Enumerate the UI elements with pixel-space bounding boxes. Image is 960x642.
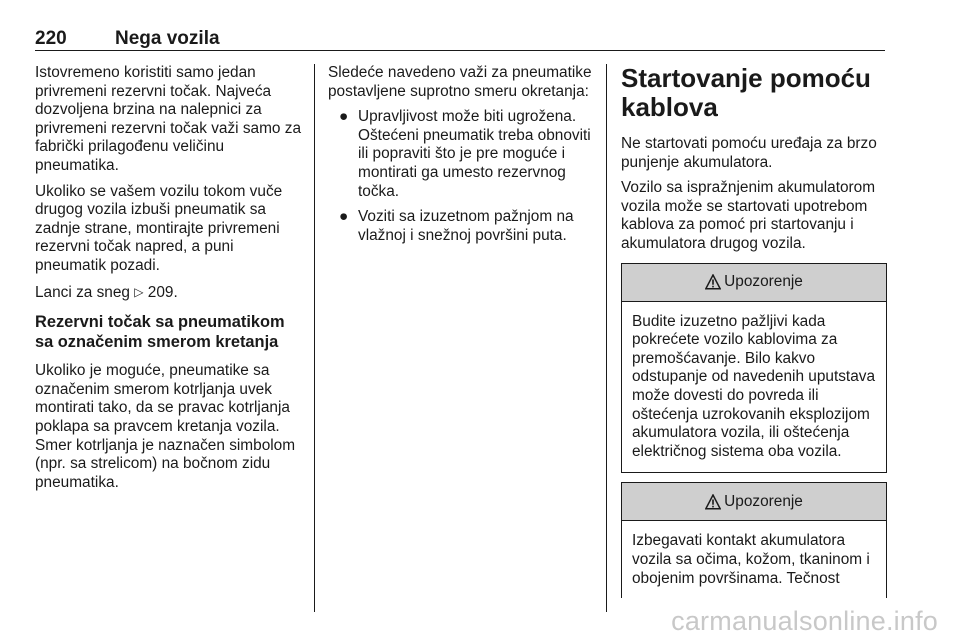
bullet-dot-icon: ● (339, 108, 349, 126)
warning-label: Upozorenje (724, 272, 803, 290)
snow-chains-page: 209. (147, 283, 178, 301)
paragraph-opposite-direction: Sledeće navedeno važi za pneumatike postavljene suprotno smeru okretanja: (328, 64, 592, 100)
snow-chains-label: Lanci za sneg (35, 283, 130, 301)
list-item (328, 208, 592, 245)
snow-chains-reference[interactable] (35, 283, 303, 303)
paragraph-directional-tyre: Ukoliko je moguće, pneumatike sa označenim smerom kotrljanja uvek montirati tako, da se pravac kotrljanja poklapa sa pravcem kretanja vozila. Smer kotrljanja je naznačen simbolom (npr. sa strelicom) na bočnom zidu pneumatika. (35, 362, 296, 491)
page-number: 220 (35, 28, 67, 49)
arrow-reference-icon: ▷ (134, 284, 144, 299)
jump-start-title: Startovanje pomoću kablova (621, 63, 871, 122)
warning-text: Izbegavati kontakt akumulatora vozila sa očima, kožom, tkaninom i obojenim površinama. Tečnost (632, 532, 870, 587)
warning-label: Upozorenje (724, 492, 803, 510)
warning-text: Budite izuzetno pažljivi kada pokrećete vozilo kablovima za premošćavanje. Bilo kakvo odstupanje od navedenih uputstava može dovesti do povreda ili oštećenja uzrokovanih eksplozijom akumulatora vozila, ili oštećenja električnog sistema oba vozila. (632, 312, 876, 460)
paragraph-jump-start-info: Vozilo sa ispražnjenim akumulatorom vozila može se startovati upotrebom kablova za pomoć pri startovanju i akumulatora drugog vozila. (621, 179, 876, 252)
bullet-list (328, 108, 592, 245)
column-left (35, 64, 303, 499)
warning-header (622, 264, 886, 302)
section-title: Nega vozila (115, 28, 220, 49)
paragraph-towing-puncture: Ukoliko se vašem vozilu tokom vuče drugog vozila izbuši pneumatik sa zadnje strane, montirajte privremeni rezervni točak napred, a puni pneumatik pozadi. (35, 182, 283, 274)
column-divider-2 (606, 64, 607, 612)
list-item-text: Voziti sa izuzetnom pažnjom na vlažnoj i snežnoj površini puta. (358, 208, 574, 244)
list-item (328, 108, 592, 201)
warning-box-2 (621, 482, 887, 598)
page-header (35, 28, 885, 51)
watermark: carmanualsonline.info (671, 606, 938, 636)
warning-box-1 (621, 263, 887, 474)
column-divider-1 (314, 64, 315, 612)
subheading-directional-tyre: Rezervni točak sa pneumatikom sa označenim smerom kretanja (35, 313, 285, 352)
warning-triangle-icon (705, 274, 721, 290)
bullet-dot-icon: ● (339, 208, 349, 226)
paragraph-temp-spare: Istovremeno koristiti samo jedan privremeni rezervni točak. Najveća dozvoljena brzina na nalepnici za privremeni rezervni točak važi samo za fabrički prilagođenu veličinu pneumatika. (35, 64, 302, 174)
warning-triangle-icon (705, 494, 721, 510)
column-middle (328, 64, 592, 252)
column-right (621, 64, 887, 598)
warning-header (622, 483, 886, 521)
paragraph-no-fast-charger: Ne startovati pomoću uređaja za brzo punjenje akumulatora. (621, 135, 877, 171)
list-item-text: Upravljivost može biti ugrožena. Oštećeni pneumatik treba obnoviti ili popraviti što je pre moguće i montirati ga umesto rezervnog točka. (358, 108, 591, 200)
